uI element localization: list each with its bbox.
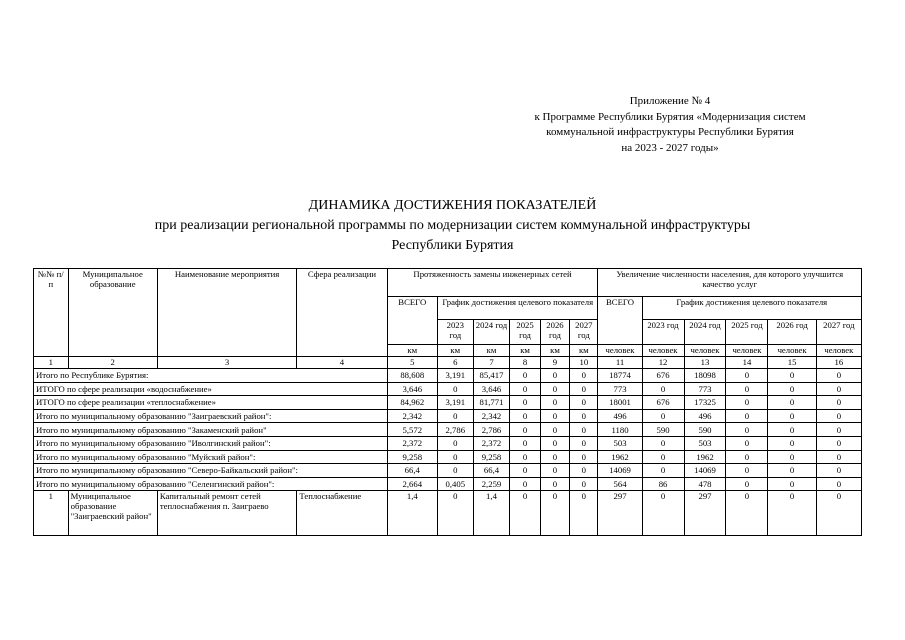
summary-value: 18774	[598, 369, 642, 383]
summary-value: 66,4	[473, 464, 510, 478]
summary-value: 14069	[684, 464, 726, 478]
column-number: 9	[540, 357, 569, 369]
summary-value: 0	[768, 369, 816, 383]
summary-value: 0	[570, 450, 598, 464]
header-activity: Наименование мероприятия	[157, 269, 297, 357]
title-line: при реализации региональной программы по модернизации систем коммунальной инфраструктуры	[154, 218, 751, 233]
summary-value: 0	[768, 382, 816, 396]
summary-value: 0	[642, 436, 684, 450]
summary-value: 2,372	[387, 436, 437, 450]
summary-value: 9,258	[473, 450, 510, 464]
summary-value: 0	[540, 409, 569, 423]
row-value: 0	[540, 491, 569, 536]
unit-people: человек	[684, 345, 726, 357]
summary-value: 2,786	[473, 423, 510, 437]
summary-value: 0	[510, 382, 540, 396]
summary-value: 0	[726, 464, 768, 478]
summary-value: 84,962	[387, 396, 437, 410]
header-year: 2027 год	[570, 320, 598, 345]
summary-value: 0	[510, 369, 540, 383]
header-year: 2026 год	[540, 320, 569, 345]
unit-km: км	[387, 345, 437, 357]
summary-value: 3,646	[387, 382, 437, 396]
summary-value: 3,646	[473, 382, 510, 396]
summary-value: 2,259	[473, 477, 510, 491]
summary-value: 0	[816, 423, 861, 437]
summary-value: 0	[437, 409, 473, 423]
summary-value: 676	[642, 369, 684, 383]
row-value: 0	[768, 491, 816, 536]
summary-value: 0	[510, 464, 540, 478]
summary-value: 66,4	[387, 464, 437, 478]
summary-label: ИТОГО по сфере реализации «водоснабжение»	[34, 382, 388, 396]
annex-number: Приложение № 4	[629, 95, 711, 107]
summary-value: 5,572	[387, 423, 437, 437]
summary-label: ИТОГО по сфере реализации «теплоснабжение»	[34, 396, 388, 410]
summary-value: 773	[684, 382, 726, 396]
table-row	[34, 491, 862, 536]
summary-value: 0	[726, 477, 768, 491]
column-number: 15	[768, 357, 816, 369]
summary-value: 17325	[684, 396, 726, 410]
summary-row	[34, 409, 862, 423]
summary-value: 0	[768, 477, 816, 491]
header-length-schedule: График достижения целевого показателя	[437, 297, 598, 320]
annex-program-period: на 2023 - 2027 годы»	[621, 141, 719, 154]
header-population-group: Увеличение численности населения, для которого улучшится качество услуг	[598, 269, 862, 297]
summary-value: 0	[726, 423, 768, 437]
summary-row	[34, 450, 862, 464]
row-sphere: Теплоснабжение	[297, 491, 387, 536]
summary-value: 18001	[598, 396, 642, 410]
summary-value: 88,608	[387, 369, 437, 383]
summary-value: 1962	[598, 450, 642, 464]
summary-value: 0	[510, 409, 540, 423]
summary-label: Итого по муниципальному образованию "Северо-Байкальский район":	[34, 464, 388, 478]
summary-value: 0	[642, 450, 684, 464]
header-municipality: Муниципальное образование	[68, 269, 157, 357]
summary-label: Итого по муниципальному образованию "Иволгинский район":	[34, 436, 388, 450]
summary-value: 0	[437, 382, 473, 396]
summary-value: 81,771	[473, 396, 510, 410]
summary-label: Итого по муниципальному образованию "Муйский район":	[34, 450, 388, 464]
header-year: 2026 год	[768, 320, 816, 345]
row-value: 0	[726, 491, 768, 536]
summary-value: 0	[816, 382, 861, 396]
header-population-schedule: График достижения целевого показателя	[642, 297, 861, 320]
summary-value: 0	[540, 382, 569, 396]
summary-value: 503	[684, 436, 726, 450]
summary-row	[34, 382, 862, 396]
unit-people: человек	[816, 345, 861, 357]
summary-label: Итого по муниципальному образованию "Заиграевский район":	[34, 409, 388, 423]
header-year: 2025 год	[726, 320, 768, 345]
summary-value: 590	[642, 423, 684, 437]
row-value: 297	[598, 491, 642, 536]
header-year: 2024 год	[684, 320, 726, 345]
summary-value: 0	[510, 477, 540, 491]
summary-value: 0	[642, 464, 684, 478]
summary-value: 0	[816, 409, 861, 423]
summary-value: 0	[510, 450, 540, 464]
row-value: 297	[684, 491, 726, 536]
summary-value: 0	[726, 436, 768, 450]
indicators-table	[33, 268, 862, 536]
summary-value: 564	[598, 477, 642, 491]
header-length-total: ВСЕГО	[387, 297, 437, 345]
header-length-group: Протяженность замены инженерных сетей	[387, 269, 598, 297]
summary-value: 0	[816, 436, 861, 450]
summary-value: 0	[816, 396, 861, 410]
unit-km: км	[510, 345, 540, 357]
summary-value: 85,417	[473, 369, 510, 383]
summary-value: 0	[726, 382, 768, 396]
summary-value: 0	[510, 423, 540, 437]
summary-value: 2,342	[473, 409, 510, 423]
summary-value: 1962	[684, 450, 726, 464]
summary-value: 0	[570, 409, 598, 423]
summary-value: 0	[768, 423, 816, 437]
header-year: 2027 год	[816, 320, 861, 345]
summary-value: 0	[768, 464, 816, 478]
row-value: 1,4	[387, 491, 437, 536]
column-number: 6	[437, 357, 473, 369]
header-year: 2023 год	[642, 320, 684, 345]
unit-people: человек	[598, 345, 642, 357]
column-number: 7	[473, 357, 510, 369]
summary-value: 0	[540, 477, 569, 491]
column-number: 14	[726, 357, 768, 369]
summary-value: 0	[570, 423, 598, 437]
summary-value: 0	[570, 436, 598, 450]
summary-value: 0	[540, 423, 569, 437]
summary-value: 0	[726, 369, 768, 383]
summary-value: 0	[768, 436, 816, 450]
summary-value: 0	[768, 409, 816, 423]
title-line: ДИНАМИКА ДОСТИЖЕНИЯ ПОКАЗАТЕЛЕЙ	[308, 198, 597, 213]
row-value: 0	[642, 491, 684, 536]
unit-people: человек	[726, 345, 768, 357]
summary-value: 0	[437, 450, 473, 464]
header-row	[34, 269, 862, 297]
summary-value: 1180	[598, 423, 642, 437]
row-value: 0	[816, 491, 861, 536]
summary-label: Итого по муниципальному образованию "Закаменский район"	[34, 423, 388, 437]
summary-value: 2,664	[387, 477, 437, 491]
summary-value: 0	[437, 464, 473, 478]
unit-km: км	[437, 345, 473, 357]
column-number: 2	[68, 357, 157, 369]
column-number: 4	[297, 357, 387, 369]
column-numbers-row	[34, 357, 862, 369]
summary-value: 3,191	[437, 369, 473, 383]
header-sphere: Сфера реализации	[297, 269, 387, 357]
summary-value: 0	[726, 409, 768, 423]
title-line: Республики Бурятия	[391, 238, 514, 253]
summary-value: 3,191	[437, 396, 473, 410]
summary-value: 496	[598, 409, 642, 423]
summary-value: 0	[570, 464, 598, 478]
summary-value: 0	[816, 369, 861, 383]
summary-value: 0	[816, 464, 861, 478]
summary-value: 0	[540, 396, 569, 410]
row-value: 1,4	[473, 491, 510, 536]
summary-value: 0	[768, 450, 816, 464]
row-number: 1	[34, 491, 69, 536]
summary-label: Итого по Республике Бурятия:	[34, 369, 388, 383]
column-number: 13	[684, 357, 726, 369]
summary-value: 503	[598, 436, 642, 450]
header-year: 2023 год	[437, 320, 473, 345]
summary-row	[34, 423, 862, 437]
summary-value: 9,258	[387, 450, 437, 464]
unit-people: человек	[642, 345, 684, 357]
column-number: 12	[642, 357, 684, 369]
summary-row	[34, 396, 862, 410]
summary-value: 0	[570, 477, 598, 491]
row-activity: Капитальный ремонт сетей теплоснабжения п. Заиграево	[157, 491, 297, 536]
column-number: 10	[570, 357, 598, 369]
summary-value: 2,372	[473, 436, 510, 450]
row-value: 0	[510, 491, 540, 536]
summary-value: 0	[510, 436, 540, 450]
row-value: 0	[437, 491, 473, 536]
unit-people: человек	[768, 345, 816, 357]
summary-value: 773	[598, 382, 642, 396]
summary-value: 0	[726, 450, 768, 464]
column-number: 1	[34, 357, 69, 369]
annex-program-line: коммунальной инфраструктуры Республики Бурятия	[546, 126, 794, 138]
summary-value: 676	[642, 396, 684, 410]
column-number: 16	[816, 357, 861, 369]
summary-value: 496	[684, 409, 726, 423]
summary-value: 2,342	[387, 409, 437, 423]
summary-value: 0	[816, 477, 861, 491]
summary-value: 0	[642, 382, 684, 396]
summary-value: 0	[510, 396, 540, 410]
row-municipality: Муниципальное образование "Заиграевский район"	[68, 491, 157, 536]
summary-value: 0	[570, 396, 598, 410]
column-number: 8	[510, 357, 540, 369]
header-year: 2024 год	[473, 320, 510, 345]
annex-program-line: к Программе Республики Бурятия «Модернизация систем	[534, 110, 806, 123]
summary-row	[34, 477, 862, 491]
summary-value: 86	[642, 477, 684, 491]
summary-value: 0,405	[437, 477, 473, 491]
summary-value: 0	[570, 382, 598, 396]
summary-value: 478	[684, 477, 726, 491]
annex-header	[500, 94, 840, 156]
unit-km: км	[540, 345, 569, 357]
header-population-total: ВСЕГО	[598, 297, 642, 345]
summary-row	[34, 464, 862, 478]
summary-value: 0	[540, 436, 569, 450]
summary-value: 0	[570, 369, 598, 383]
summary-row	[34, 436, 862, 450]
summary-value: 14069	[598, 464, 642, 478]
unit-km: км	[473, 345, 510, 357]
summary-value: 0	[768, 396, 816, 410]
column-number: 5	[387, 357, 437, 369]
document-title	[0, 196, 905, 256]
summary-value: 0	[816, 450, 861, 464]
header-num: №№ п/п	[34, 269, 69, 357]
summary-value: 0	[642, 409, 684, 423]
summary-label: Итого по муниципальному образованию "Селенгинский район":	[34, 477, 388, 491]
column-number: 3	[157, 357, 297, 369]
summary-value: 590	[684, 423, 726, 437]
header-year: 2025 год	[510, 320, 540, 345]
summary-value: 0	[540, 450, 569, 464]
unit-km: км	[570, 345, 598, 357]
row-value: 0	[570, 491, 598, 536]
summary-value: 0	[540, 369, 569, 383]
summary-value: 0	[437, 436, 473, 450]
summary-value: 0	[726, 396, 768, 410]
summary-row	[34, 369, 862, 383]
summary-value: 0	[540, 464, 569, 478]
summary-value: 2,786	[437, 423, 473, 437]
summary-value: 18098	[684, 369, 726, 383]
column-number: 11	[598, 357, 642, 369]
